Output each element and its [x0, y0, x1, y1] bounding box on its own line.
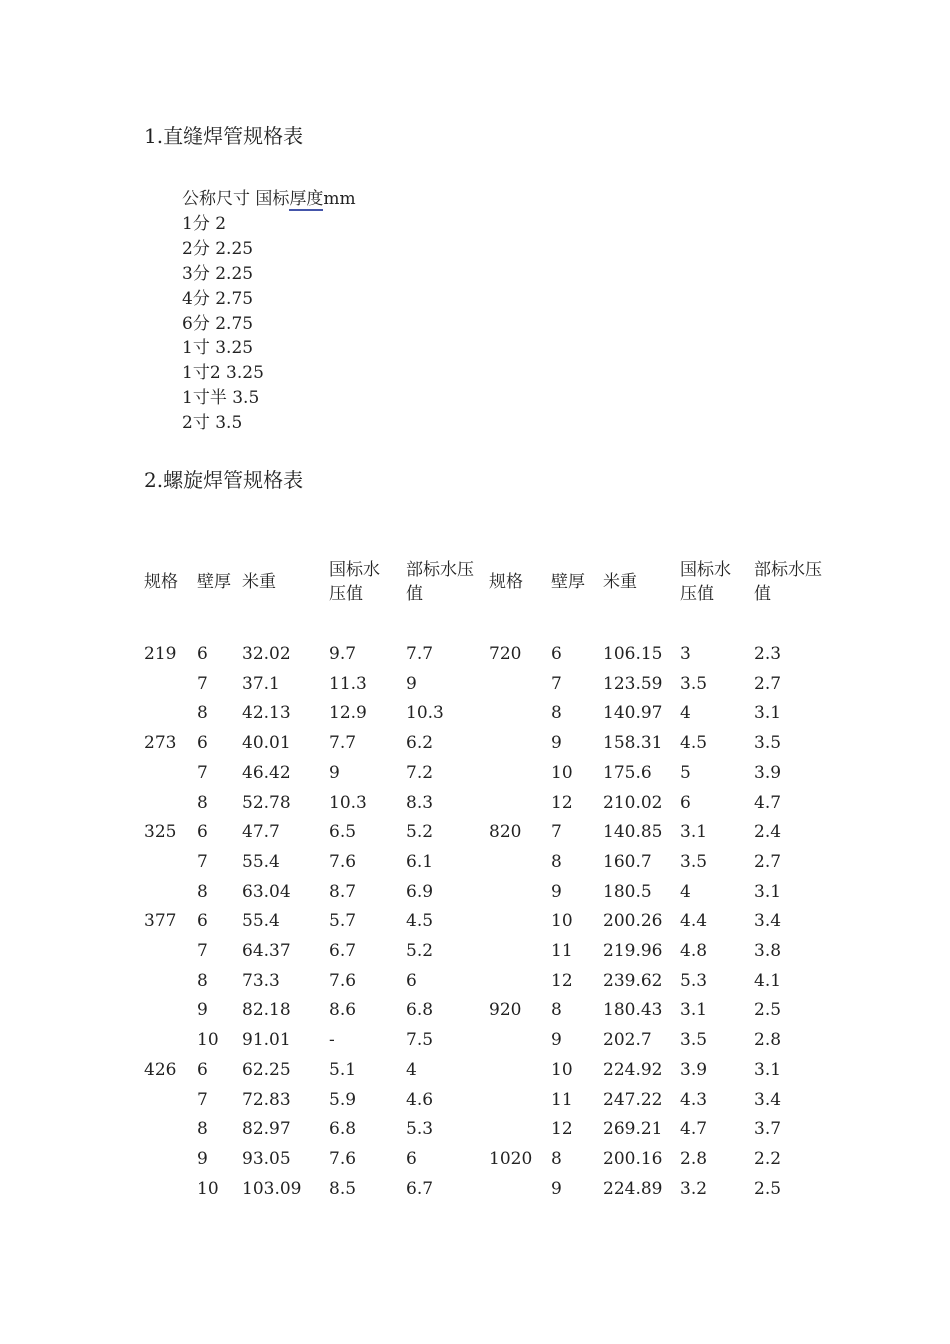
table-cell-gb-pressure: -	[329, 1030, 335, 1051]
table-cell-spec: 1020	[489, 1148, 533, 1169]
table-cell-wall: 6	[197, 822, 208, 843]
table-cell-wall: 9	[551, 1178, 562, 1199]
table-row	[0, 1086, 950, 1116]
table-row	[0, 818, 950, 848]
table-row	[0, 1026, 950, 1056]
table-cell-spec: 273	[144, 733, 177, 754]
table-cell-spec: 325	[144, 822, 177, 843]
table-row	[0, 907, 950, 937]
table-cell-gb-pressure: 2.8	[680, 1148, 708, 1169]
table-cell-gb-pressure: 4	[680, 703, 691, 724]
table-cell-gb-pressure: 6.8	[329, 1119, 357, 1140]
table-cell-industry-pressure: 2.7	[754, 851, 782, 872]
header-text-line: 国标水	[329, 560, 380, 580]
table-cell-industry-pressure: 6.1	[406, 851, 434, 872]
table-cell-wall: 12	[551, 970, 573, 991]
table-cell-wall: 10	[197, 1030, 219, 1051]
header-text-line: 压值	[329, 584, 363, 604]
header-spec-right	[489, 570, 523, 594]
table-cell-industry-pressure: 7.2	[406, 762, 434, 783]
header-text-line: 部标水压	[406, 560, 474, 580]
table-cell-industry-pressure: 6.9	[406, 881, 434, 902]
table-cell-spec: 426	[144, 1059, 177, 1080]
table-cell-wall: 8	[197, 792, 208, 813]
header-gb-pressure-left	[329, 558, 380, 606]
spec-list-item: 1寸半 3.5	[182, 388, 260, 409]
table-cell-weight: 32.02	[242, 644, 291, 664]
table-cell-industry-pressure: 4.6	[406, 1089, 434, 1110]
section1-title: 1.直缝焊管规格表	[144, 124, 304, 148]
table-cell-gb-pressure: 3.5	[680, 851, 708, 872]
table-cell-gb-pressure: 5.7	[329, 911, 357, 932]
table-cell-weight: 37.1	[242, 673, 280, 694]
table-cell-wall: 6	[197, 911, 208, 932]
table-cell-gb-pressure: 3.2	[680, 1178, 708, 1199]
table-cell-wall: 8	[197, 703, 208, 724]
table-cell-weight: 158.31	[603, 733, 663, 754]
table-cell-wall: 7	[197, 762, 208, 783]
table-cell-weight: 239.62	[603, 970, 663, 991]
table-cell-gb-pressure: 12.9	[329, 703, 367, 724]
table-cell-weight: 42.13	[242, 703, 291, 724]
table-cell-industry-pressure: 3.1	[754, 881, 782, 902]
header-text-line: 规格	[144, 572, 178, 592]
table-cell-gb-pressure: 5.1	[329, 1059, 357, 1080]
table-cell-gb-pressure: 3.9	[680, 1059, 708, 1080]
table-cell-weight: 55.4	[242, 911, 280, 932]
table-cell-wall: 8	[551, 703, 562, 724]
header-industry-pressure-left	[406, 558, 474, 606]
spec-list-item: 6分 2.75	[182, 313, 254, 334]
table-cell-wall: 7	[197, 851, 208, 872]
table-cell-gb-pressure: 6.5	[329, 822, 357, 843]
table-cell-gb-pressure: 8.7	[329, 881, 357, 902]
table-cell-wall: 8	[197, 1119, 208, 1140]
table-cell-wall: 8	[551, 851, 562, 872]
table-cell-weight: 62.25	[242, 1059, 291, 1080]
table-cell-wall: 9	[551, 881, 562, 902]
table-cell-industry-pressure: 2.7	[754, 673, 782, 694]
table-cell-industry-pressure: 7.7	[406, 644, 434, 664]
table-cell-weight: 247.22	[603, 1089, 663, 1110]
header-text-line: 压值	[680, 584, 714, 604]
header-suffix: mm	[323, 189, 356, 209]
table-row	[0, 1115, 950, 1145]
table-cell-weight: 202.7	[603, 1030, 652, 1051]
table-cell-wall: 7	[551, 673, 562, 694]
table-cell-gb-pressure: 6	[680, 792, 691, 813]
table-row	[0, 1145, 950, 1175]
table-row	[0, 996, 950, 1026]
table-cell-gb-pressure: 9.7	[329, 644, 357, 664]
table-cell-weight: 73.3	[242, 970, 280, 991]
table-cell-industry-pressure: 2.8	[754, 1030, 782, 1051]
table-row	[0, 967, 950, 997]
spec-list-item: 4分 2.75	[182, 288, 254, 309]
header-text-line: 部标水压	[754, 560, 822, 580]
header-text-line: 壁厚	[197, 572, 231, 592]
table-cell-weight: 63.04	[242, 881, 291, 902]
table-cell-gb-pressure: 4.5	[680, 733, 708, 754]
table-cell-wall: 6	[551, 644, 562, 664]
table-row	[0, 789, 950, 819]
table-cell-gb-pressure: 3.1	[680, 822, 708, 843]
table-row	[0, 1175, 950, 1205]
table-cell-gb-pressure: 5	[680, 762, 691, 783]
table-cell-gb-pressure: 6.7	[329, 941, 357, 961]
table-cell-wall: 9	[197, 1148, 208, 1169]
table-cell-weight: 46.42	[242, 762, 291, 783]
table-cell-industry-pressure: 3.1	[754, 703, 782, 724]
table-cell-weight: 106.15	[603, 644, 663, 664]
table-cell-weight: 175.6	[603, 762, 652, 783]
header-industry-pressure-right	[754, 558, 822, 606]
table-cell-weight: 82.18	[242, 1000, 291, 1021]
table-row	[0, 878, 950, 908]
table-cell-weight: 219.96	[603, 941, 663, 961]
header-text-line: 国标水	[680, 560, 731, 580]
spec-list-item: 2分 2.25	[182, 238, 254, 259]
table-cell-wall: 10	[551, 911, 573, 932]
table-row	[0, 729, 950, 759]
header-text-line: 米重	[242, 572, 276, 592]
table-cell-gb-pressure: 4.7	[680, 1119, 708, 1140]
table-cell-weight: 180.43	[603, 1000, 663, 1021]
header-weight-right	[603, 570, 637, 594]
table-cell-industry-pressure: 3.1	[754, 1059, 782, 1080]
table-cell-industry-pressure: 3.7	[754, 1119, 782, 1140]
table-cell-wall: 10	[197, 1178, 219, 1199]
table-cell-gb-pressure: 5.9	[329, 1089, 357, 1110]
table-cell-weight: 200.16	[603, 1148, 663, 1169]
table-cell-industry-pressure: 2.5	[754, 1178, 782, 1199]
header-text-line: 壁厚	[551, 572, 585, 592]
table-cell-industry-pressure: 2.5	[754, 1000, 782, 1021]
table-row	[0, 640, 950, 670]
table-cell-wall: 7	[197, 941, 208, 961]
table-cell-industry-pressure: 2.3	[754, 644, 782, 664]
table-cell-weight: 123.59	[603, 673, 663, 694]
table-row	[0, 699, 950, 729]
table-cell-industry-pressure: 3.9	[754, 762, 782, 783]
table-cell-weight: 140.97	[603, 703, 663, 724]
header-text-line: 值	[754, 584, 771, 604]
table-cell-gb-pressure: 3.5	[680, 1030, 708, 1051]
table-cell-gb-pressure: 7.6	[329, 1148, 357, 1169]
table-cell-weight: 40.01	[242, 733, 291, 754]
header-wall-right	[551, 570, 585, 594]
table-cell-weight: 210.02	[603, 792, 663, 813]
header-wall-left	[197, 570, 231, 594]
table-cell-weight: 180.5	[603, 881, 652, 902]
spec-list-item: 1寸2 3.25	[182, 363, 264, 384]
spec-list-item: 1分 2	[182, 213, 227, 234]
table-cell-gb-pressure: 7.6	[329, 851, 357, 872]
table-cell-gb-pressure: 4	[680, 881, 691, 902]
table-cell-spec: 720	[489, 644, 522, 664]
table-cell-wall: 7	[551, 822, 562, 843]
table-cell-wall: 9	[551, 1030, 562, 1051]
table-cell-wall: 10	[551, 1059, 573, 1080]
table-cell-gb-pressure: 7.7	[329, 733, 357, 754]
table-cell-industry-pressure: 5.3	[406, 1119, 434, 1140]
table-cell-industry-pressure: 8.3	[406, 792, 434, 813]
table-cell-industry-pressure: 6	[406, 970, 417, 991]
header-text-line: 规格	[489, 572, 523, 592]
table-row	[0, 1056, 950, 1086]
table-cell-wall: 9	[551, 733, 562, 754]
table-cell-industry-pressure: 4.5	[406, 911, 434, 932]
spec-list-header	[182, 187, 356, 212]
table-cell-gb-pressure: 4.8	[680, 941, 708, 961]
header-weight-left	[242, 570, 276, 594]
spec-list-item: 2寸 3.5	[182, 413, 243, 434]
table-cell-gb-pressure: 3.1	[680, 1000, 708, 1021]
table-cell-industry-pressure: 6	[406, 1148, 417, 1169]
table-cell-gb-pressure: 3.5	[680, 673, 708, 694]
table-cell-industry-pressure: 6.7	[406, 1178, 434, 1199]
table-cell-industry-pressure: 6.8	[406, 1000, 434, 1021]
table-cell-weight: 72.83	[242, 1089, 291, 1110]
table-cell-wall: 6	[197, 644, 208, 664]
table-cell-weight: 52.78	[242, 792, 291, 813]
table-cell-industry-pressure: 2.4	[754, 822, 782, 843]
table-row	[0, 848, 950, 878]
table-cell-spec: 820	[489, 822, 522, 843]
table-cell-wall: 7	[197, 1089, 208, 1110]
table-cell-gb-pressure: 10.3	[329, 792, 367, 813]
table-cell-weight: 140.85	[603, 822, 663, 843]
table-cell-industry-pressure: 5.2	[406, 941, 434, 961]
table-cell-weight: 224.92	[603, 1059, 663, 1080]
table-cell-wall: 11	[551, 1089, 573, 1110]
table-cell-industry-pressure: 4	[406, 1059, 417, 1080]
table-cell-industry-pressure: 3.8	[754, 941, 782, 961]
table-cell-weight: 91.01	[242, 1030, 291, 1051]
table-cell-wall: 11	[551, 941, 573, 961]
table-cell-gb-pressure: 5.3	[680, 970, 708, 991]
table-cell-gb-pressure: 8.5	[329, 1178, 357, 1199]
table-cell-industry-pressure: 3.4	[754, 1089, 782, 1110]
header-prefix: 公称尺寸 国标	[182, 189, 290, 209]
table-cell-industry-pressure: 4.1	[754, 970, 782, 991]
table-cell-weight: 224.89	[603, 1178, 663, 1199]
table-cell-gb-pressure: 4.4	[680, 911, 708, 932]
table-cell-wall: 9	[197, 1000, 208, 1021]
header-text-line: 值	[406, 584, 423, 604]
table-cell-wall: 10	[551, 762, 573, 783]
table-row	[0, 670, 950, 700]
table-cell-wall: 12	[551, 792, 573, 813]
table-cell-wall: 6	[197, 1059, 208, 1080]
table-cell-gb-pressure: 11.3	[329, 673, 367, 694]
table-cell-industry-pressure: 6.2	[406, 733, 434, 754]
table-cell-spec: 377	[144, 911, 177, 932]
table-cell-gb-pressure: 8.6	[329, 1000, 357, 1021]
table-cell-gb-pressure: 7.6	[329, 970, 357, 991]
table-cell-industry-pressure: 5.2	[406, 822, 434, 843]
table-cell-industry-pressure: 2.2	[754, 1148, 782, 1169]
table-cell-industry-pressure: 4.7	[754, 792, 782, 813]
table-cell-weight: 47.7	[242, 822, 280, 843]
table-cell-weight: 82.97	[242, 1119, 291, 1140]
spec-list-item: 1寸 3.25	[182, 338, 254, 359]
table-cell-wall: 6	[197, 733, 208, 754]
table-cell-spec: 920	[489, 1000, 522, 1021]
table-cell-industry-pressure: 7.5	[406, 1030, 434, 1051]
table-cell-industry-pressure: 3.5	[754, 733, 782, 754]
table-cell-gb-pressure: 3	[680, 644, 691, 664]
table-cell-weight: 93.05	[242, 1148, 291, 1169]
table-cell-wall: 8	[551, 1000, 562, 1021]
table-cell-wall: 8	[551, 1148, 562, 1169]
header-spec-left	[144, 570, 178, 594]
spec-list-item: 3分 2.25	[182, 263, 254, 284]
table-cell-wall: 12	[551, 1119, 573, 1140]
table-cell-industry-pressure: 3.4	[754, 911, 782, 932]
table-cell-spec: 219	[144, 644, 177, 664]
table-cell-industry-pressure: 10.3	[406, 703, 444, 724]
table-cell-industry-pressure: 9	[406, 673, 417, 694]
header-highlight: 厚度	[289, 189, 324, 209]
header-gb-pressure-right	[680, 558, 731, 606]
table-cell-gb-pressure: 9	[329, 762, 340, 783]
table-row	[0, 759, 950, 789]
table-cell-weight: 200.26	[603, 911, 663, 932]
table-cell-weight: 269.21	[603, 1119, 663, 1140]
table-row	[0, 937, 950, 967]
header-text-line: 米重	[603, 572, 637, 592]
table-cell-weight: 103.09	[242, 1178, 302, 1199]
table-cell-gb-pressure: 4.3	[680, 1089, 708, 1110]
table-cell-weight: 160.7	[603, 851, 652, 872]
table-cell-wall: 8	[197, 970, 208, 991]
table-cell-weight: 55.4	[242, 851, 280, 872]
table-cell-wall: 8	[197, 881, 208, 902]
table-cell-weight: 64.37	[242, 941, 291, 961]
straight-pipe-spec-list	[182, 187, 356, 436]
table-cell-wall: 7	[197, 673, 208, 694]
section2-title: 2.螺旋焊管规格表	[144, 468, 304, 492]
